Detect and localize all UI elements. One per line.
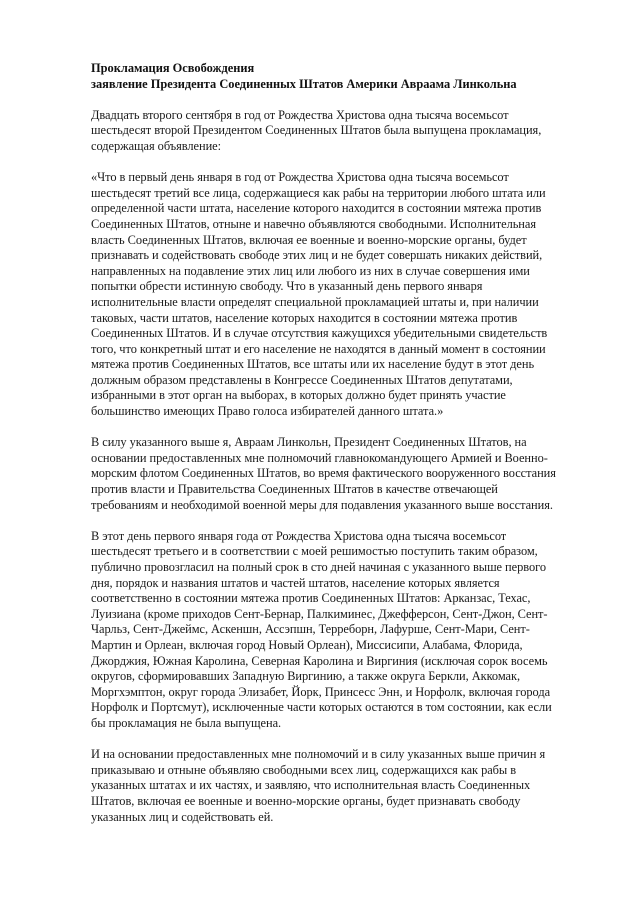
text-line: признавать и содействовать свободе этих лиц и не будет совершать никаких действий, (91, 248, 543, 263)
paragraph-intro (91, 108, 611, 155)
text-line: И на основании предоставленных мне полномочий и в силу указанных выше причин я (91, 747, 546, 762)
text-line: направленных на подавление этих лиц или любого из них в случае совершения ими (91, 263, 530, 278)
paragraph-order (91, 747, 611, 825)
text-line: Мартин и Орлеан, включая город Новый Орлеан), Миссисипи, Алабама, Флорида, (91, 637, 523, 652)
text-line: того, что конкретный штат и его население не находятся в данный момент в состоянии (91, 341, 546, 356)
text-line: «Что в первый день января в год от Рождества Христова одна тысяча восемьсот (91, 170, 509, 185)
text-line: Двадцать второго сентября в год от Рождества Христова одна тысяча восемьсот (91, 107, 509, 122)
text-line: большинство имеющих Право голоса избирателей данного штата.» (91, 404, 444, 419)
text-line: требованиям и необходимой военной меры для подавления указанного выше восстания. (91, 497, 553, 512)
text-line: шестьдесят третий все лица, содержащиеся как рабы на территории любого штата или (91, 185, 546, 200)
title-line-2: заявление Президента Соединенных Штатов Америки Авраама Линкольна (91, 76, 517, 91)
text-line: Соединенных Штатов, отныне и навечно объявляются свободными. Исполнительная (91, 216, 536, 231)
paragraph-authority (91, 435, 611, 513)
text-line: морским флотом Соединенных Штатов, во время фактического вооруженного восстания (91, 466, 556, 481)
text-line: Соединенных Штатов. И в случае отсутствия кажущихся убедительными свидетельств (91, 326, 548, 341)
text-line: Джорджия, Южная Каролина, Северная Каролина и Виргиния (исключая сорок восемь (91, 653, 548, 668)
document-title (91, 61, 611, 92)
text-line: мятежа против Соединенных Штатов, все штаты или их население будут в этот день (91, 357, 535, 372)
text-line: основании предоставленных мне полномочий главнокомандующего Армией и Военно- (91, 450, 548, 465)
text-line: бы прокламация не была выпущена. (91, 715, 282, 730)
text-line: Штатов, включая ее военные и военно-морские органы, будет признавать свободу (91, 793, 521, 808)
text-line: власть Соединенных Штатов, включая ее военные и военно-морские органы, будет (91, 232, 527, 247)
text-line: В этот день первого января года от Рождества Христова одна тысяча восемьсот (91, 528, 507, 543)
text-line: приказываю и отныне объявляю свободными всех лиц, содержащихся как рабы в (91, 762, 517, 777)
text-line: указанных лиц и содействовать ей. (91, 809, 274, 824)
text-line: содержащая объявление: (91, 138, 222, 153)
text-line: В силу указанного выше я, Авраам Линкольн, Президент Соединенных Штатов, на (91, 435, 527, 450)
text-line: Моргхэмптон, округ города Элизабет, Йорк, Принсесс Энн, и Норфолк, включая города (91, 684, 551, 699)
text-line: должным образом представлены в Конгрессе Соединенных Штатов депутатами, (91, 372, 513, 387)
paragraph-quote (91, 170, 611, 420)
text-line: соответственно в состоянии мятежа против Соединенных Штатов: Арканзас, Техас, (91, 591, 531, 606)
text-line: против власти и Правительства Соединенных Штатов в качестве отвечающей (91, 482, 498, 497)
title-line-1: Прокламация Освобождения (91, 61, 255, 75)
text-line: Чарльз, Сент-Джеймс, Аскеншн, Ассэпшн, Терреборн, Лафурше, Сент-Мари, Сент- (91, 622, 530, 637)
text-line: попытки обрести истинную свободу. Что в указанный день первого января (91, 279, 483, 294)
text-line: публично провозгласил на полный срок в сто дней начиная с указанного выше первого (91, 560, 546, 574)
text-line: таковых, части штатов, население которых находится в состоянии мятежа против (91, 310, 518, 325)
text-line: Норфолк и Портсмут), исключенные части которых остаются в том состоянии, как если (91, 700, 552, 715)
text-line: дня, порядок и названия штатов и частей штатов, население которых является (91, 575, 500, 590)
document-page (91, 61, 611, 825)
text-line: шестьдесят третьего и в соответствии с моей решимостью поступить таким образом, (91, 544, 538, 559)
text-line: исполнительные власти определят специальной прокламацией штаты и, при наличии (91, 294, 539, 309)
text-line: определенной части штата, население которого находится в состоянии мятежа против (91, 201, 542, 216)
text-line: избранными в этот орган на выборах, в которых должно будет принять участие (91, 388, 506, 403)
paragraph-states (91, 529, 611, 732)
text-line: округов, сформировавших Западную Виргинию, а также округа Беркли, Аккомак, (91, 669, 521, 684)
text-line: указанных штатах и их частях, и заявляю, что исполнительная власть Соединенных (91, 778, 531, 793)
text-line: шестьдесят второй Президентом Соединенных Штатов была выпущена прокламация, (91, 123, 542, 138)
text-line: Луизиана (кроме приходов Сент-Бернар, Палкиминес, Джефферсон, Сент-Джон, Сент- (91, 606, 548, 621)
